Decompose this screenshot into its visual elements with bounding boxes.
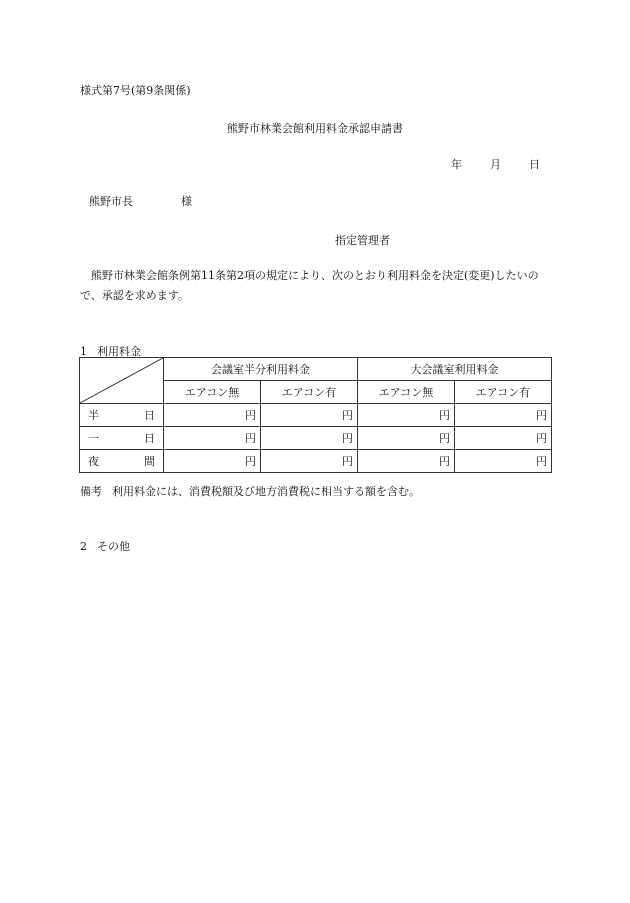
table-row (80, 427, 552, 450)
row-label-right: 間 (144, 455, 155, 468)
row-label (80, 450, 164, 473)
table-cell: 円 (455, 404, 552, 427)
section-2-number: 2 (80, 540, 87, 553)
remark (80, 483, 420, 499)
date-month: 月 (490, 158, 501, 171)
table-row (80, 450, 552, 473)
row-label (80, 427, 164, 450)
remark-text: 利用料金には、消費税額及び地方消費税に相当する額を含む。 (112, 485, 420, 498)
row-label (80, 404, 164, 427)
form-number: 様式第7号(第9条関係) (80, 84, 191, 97)
table-row (80, 404, 552, 427)
subheader-cell: エアコン無 (164, 381, 261, 404)
table-cell: 円 (164, 404, 261, 427)
section-2-title: その他 (97, 540, 130, 553)
table-cell: 円 (261, 404, 358, 427)
table-cell: 円 (358, 404, 455, 427)
addressee-name: 熊野市長 (89, 195, 133, 208)
date-day: 日 (529, 158, 540, 171)
group-header: 会議室半分利用料金 (164, 358, 358, 381)
table-header-row (80, 358, 552, 381)
table-cell: 円 (455, 427, 552, 450)
subheader-cell: エアコン無 (358, 381, 455, 404)
row-label-right: 日 (144, 432, 155, 445)
subheader-cell: エアコン有 (455, 381, 552, 404)
fee-table (79, 357, 552, 473)
document-title: 熊野市林業会館利用料金承認申請書 (227, 122, 403, 135)
addressee (89, 193, 192, 209)
table-cell: 円 (358, 450, 455, 473)
diagonal-corner-cell (80, 358, 164, 404)
table-cell: 円 (164, 450, 261, 473)
remark-label: 備考 (80, 485, 102, 498)
date-line (451, 156, 540, 172)
row-label-left: 半 (88, 409, 99, 422)
table-cell: 円 (261, 427, 358, 450)
addressee-honorific: 様 (181, 195, 192, 208)
section-1-number: 1 (80, 345, 87, 358)
table-cell: 円 (164, 427, 261, 450)
section-2-heading (80, 538, 130, 554)
body-text: 熊野市林業会館条例第11条第2項の規定により、次のとおり利用料金を決定(変更)したいので、承認を求めます。 (80, 269, 539, 302)
subheader-cell: エアコン有 (261, 381, 358, 404)
applicant-label: 指定管理者 (335, 234, 390, 247)
group-header: 大会議室利用料金 (358, 358, 552, 381)
section-1-title: 利用料金 (97, 345, 141, 358)
diagonal-line (80, 358, 163, 403)
row-label-left: 夜 (88, 455, 99, 468)
row-label-left: 一 (88, 432, 99, 445)
table-cell: 円 (261, 450, 358, 473)
row-label-right: 日 (144, 409, 155, 422)
table-cell: 円 (358, 427, 455, 450)
date-year: 年 (451, 158, 462, 171)
table-cell: 円 (455, 450, 552, 473)
